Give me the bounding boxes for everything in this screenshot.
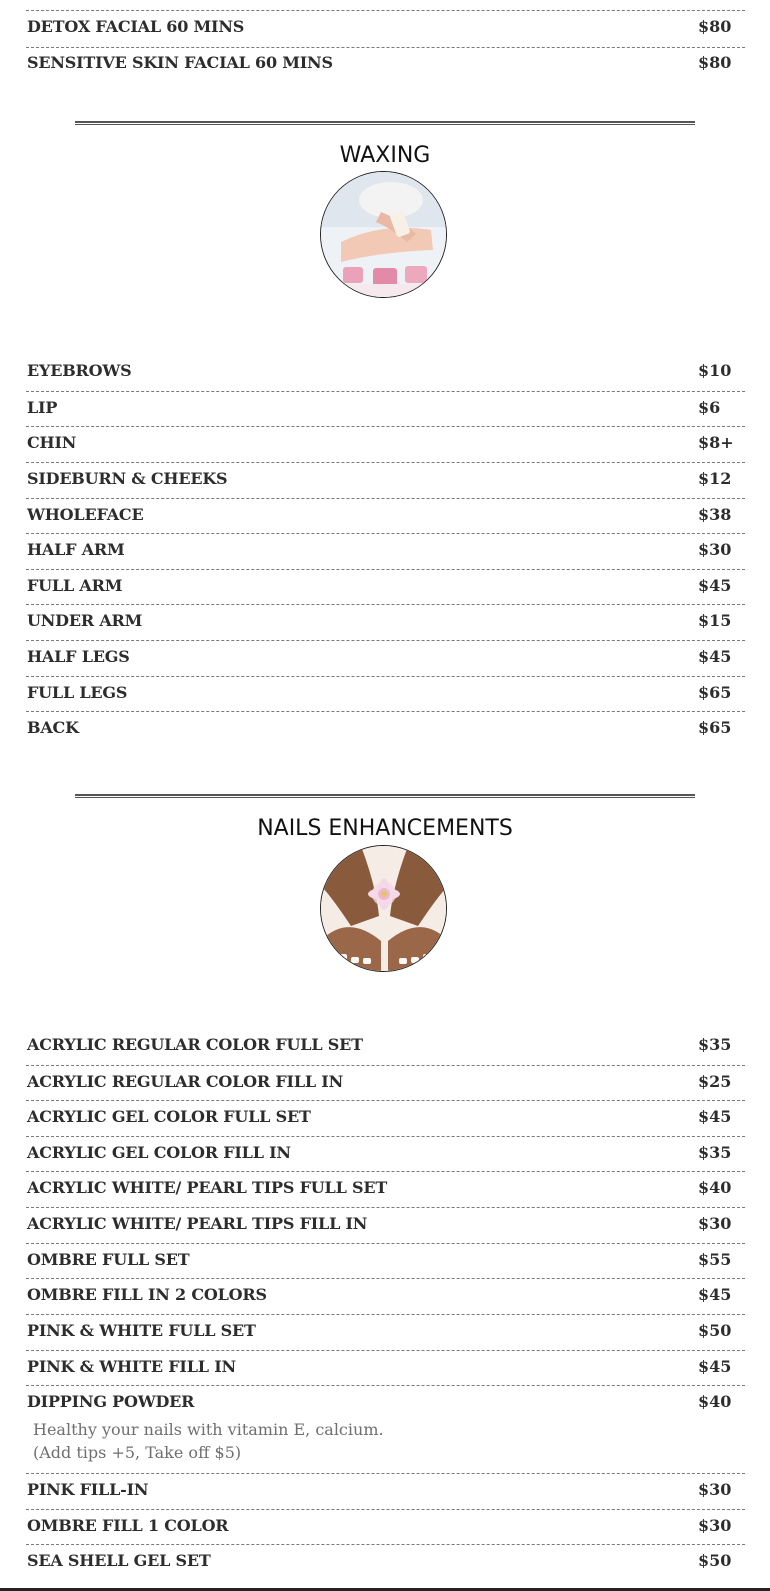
menu-item bbox=[26, 605, 745, 641]
item-name: PINK & WHITE FILL IN bbox=[27, 1357, 236, 1376]
menu-item bbox=[26, 1351, 745, 1386]
item-price: $80 bbox=[698, 53, 732, 72]
menu-item bbox=[26, 47, 745, 81]
menu-item bbox=[26, 1029, 745, 1066]
section-title: NAILS ENHANCEMENTS bbox=[257, 816, 513, 841]
section-title: WAXING bbox=[339, 143, 431, 168]
item-name: HALF ARM bbox=[27, 540, 125, 559]
menu-item bbox=[26, 392, 745, 427]
item-price: $10 bbox=[698, 361, 732, 380]
item-price: $80 bbox=[698, 17, 732, 36]
menu-item bbox=[26, 1208, 745, 1244]
item-note bbox=[33, 1418, 384, 1464]
item-name: WHOLEFACE bbox=[27, 505, 144, 524]
item-price: $65 bbox=[698, 718, 732, 737]
item-name: DIPPING POWDER bbox=[27, 1392, 195, 1411]
item-name: ACRYLIC WHITE/ PEARL TIPS FILL IN bbox=[27, 1214, 368, 1233]
item-note-line: Healthy your nails with vitamin E, calcium. bbox=[33, 1420, 384, 1439]
item-price: $15 bbox=[698, 611, 732, 630]
menu-item bbox=[26, 463, 745, 499]
menu-item bbox=[26, 1545, 745, 1579]
item-price: $30 bbox=[698, 1480, 732, 1499]
nails-photo bbox=[320, 845, 447, 972]
menu-item bbox=[26, 1244, 745, 1279]
menu-item bbox=[26, 499, 745, 534]
item-name: OMBRE FULL SET bbox=[27, 1250, 190, 1269]
item-price: $45 bbox=[698, 1107, 732, 1126]
menu-item bbox=[26, 534, 745, 570]
item-name: ACRYLIC WHITE/ PEARL TIPS FULL SET bbox=[27, 1178, 388, 1197]
menu-item bbox=[26, 712, 745, 746]
item-price: $35 bbox=[698, 1035, 732, 1054]
item-price: $50 bbox=[698, 1551, 732, 1570]
menu-item bbox=[26, 677, 745, 712]
item-price: $30 bbox=[698, 540, 732, 559]
item-name: LIP bbox=[27, 398, 58, 417]
item-name: SEA SHELL GEL SET bbox=[27, 1551, 211, 1570]
item-name: HALF LEGS bbox=[27, 647, 130, 666]
item-name: DETOX FACIAL 60 MINS bbox=[27, 17, 245, 36]
item-price: $25 bbox=[698, 1072, 732, 1091]
menu-item bbox=[26, 1101, 745, 1137]
item-name: PINK FILL-IN bbox=[27, 1480, 149, 1499]
menu-item bbox=[26, 427, 745, 463]
item-price: $38 bbox=[698, 505, 732, 524]
menu-item bbox=[26, 10, 745, 48]
item-price: $45 bbox=[698, 647, 732, 666]
item-note-line: (Add tips +5, Take off $5) bbox=[33, 1443, 242, 1462]
item-price: $40 bbox=[698, 1392, 732, 1411]
item-price: $8+ bbox=[698, 433, 734, 452]
item-price: $6 bbox=[698, 398, 721, 417]
item-name: PINK & WHITE FULL SET bbox=[27, 1321, 256, 1340]
item-name: FULL ARM bbox=[27, 576, 123, 595]
item-name: ACRYLIC REGULAR COLOR FILL IN bbox=[27, 1072, 344, 1091]
item-price: $12 bbox=[698, 469, 732, 488]
menu-item bbox=[26, 1066, 745, 1101]
item-price: $55 bbox=[698, 1250, 732, 1269]
menu-item bbox=[26, 570, 745, 605]
item-name: BACK bbox=[27, 718, 79, 737]
menu-item bbox=[26, 1474, 745, 1510]
section-divider bbox=[75, 794, 695, 798]
item-price: $30 bbox=[698, 1214, 732, 1233]
menu-item bbox=[26, 641, 745, 677]
item-name: ACRYLIC REGULAR COLOR FULL SET bbox=[27, 1035, 363, 1054]
waxing-photo bbox=[320, 171, 447, 298]
item-name: OMBRE FILL IN 2 COLORS bbox=[27, 1285, 267, 1304]
item-name: ACRYLIC GEL COLOR FULL SET bbox=[27, 1107, 311, 1126]
item-name: SIDEBURN & CHEEKS bbox=[27, 469, 228, 488]
item-price: $50 bbox=[698, 1321, 732, 1340]
menu-item bbox=[26, 1510, 745, 1545]
menu-item bbox=[26, 1172, 745, 1208]
menu-item bbox=[26, 1315, 745, 1351]
section-divider bbox=[75, 121, 695, 125]
item-name: CHIN bbox=[27, 433, 77, 452]
item-price: $30 bbox=[698, 1516, 732, 1535]
menu-item bbox=[26, 1386, 745, 1474]
item-price: $45 bbox=[698, 1285, 732, 1304]
item-price: $35 bbox=[698, 1143, 732, 1162]
menu-item bbox=[26, 1279, 745, 1315]
item-name: OMBRE FILL 1 COLOR bbox=[27, 1516, 229, 1535]
item-name: FULL LEGS bbox=[27, 683, 128, 702]
item-price: $45 bbox=[698, 576, 732, 595]
item-price: $65 bbox=[698, 683, 732, 702]
menu-item bbox=[26, 355, 745, 392]
item-name: SENSITIVE SKIN FACIAL 60 MINS bbox=[27, 53, 333, 72]
item-name: UNDER ARM bbox=[27, 611, 143, 630]
item-price: $40 bbox=[698, 1178, 732, 1197]
menu-item bbox=[26, 1137, 745, 1172]
item-price: $45 bbox=[698, 1357, 732, 1376]
item-name: ACRYLIC GEL COLOR FILL IN bbox=[27, 1143, 291, 1162]
item-name: EYEBROWS bbox=[27, 361, 132, 380]
